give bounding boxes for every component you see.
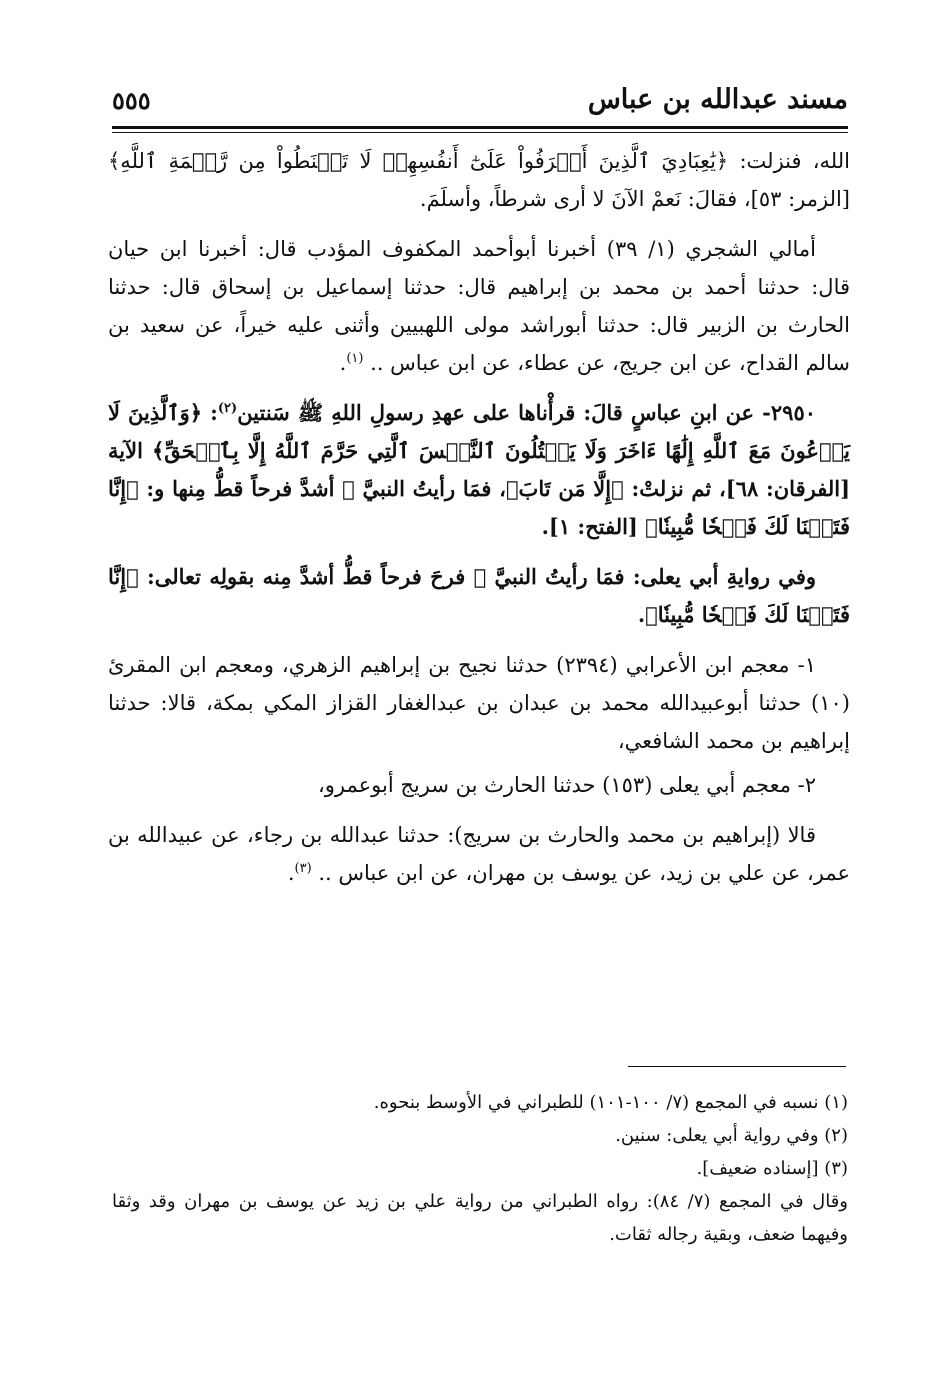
spacer [108, 634, 850, 646]
page-header [112, 84, 848, 124]
running-title: مسند عبدالله بن عباس [587, 84, 848, 115]
takhrij-2: ٢- معجم أبي يعلى (١٥٣) حدثنا الحارث بن سريج أبوعمرو، [317, 773, 816, 797]
footnote-marker-2: (٢) [217, 401, 238, 416]
spacer [108, 382, 850, 394]
paragraph-amali-shajari: أمالي الشجري (١/ ٣٩) أخبرنا أبوأحمد المكفوف المؤدب قال: أخبرنا ابن حيان قال: حدثنا أحمد بن محمد بن إبراهيم قال: حدثنا إسماعيل بن إسحاق قال: حدثنا الحارث بن الزبير قال: حدثنا أبوراشد مولى اللهبيين وأثنى عليه خيراً، عن سعيد بن سالم القداح، عن ابن جريج، عن عطاء، عن ابن عباس .. $^{(١)}$. [108, 237, 850, 375]
hadith-2950 [108, 394, 850, 546]
hadith-opening: ٢٩٥٠- عن ابنِ عباسٍ قالَ: قرأْناها على عهدِ رسولِ اللهِ ﷺ سَنتين [237, 400, 817, 425]
footnotes [112, 1086, 848, 1251]
footnote-marker-1: (١) [346, 351, 364, 366]
takhrij-1: ١- معجم ابن الأعرابي (٢٣٩٤) حدثنا نجيح بن إبراهيم الزهري، ومعجم ابن المقرئ (١٠) حدثنا أبوعبيدالله محمد بن عبدان بن عبدالغفار القزاز المكي بمكة، قالا: حدثنا إبراهيم بن محمد الشافعي، [108, 653, 850, 753]
footnote-marker-3: (٣) [294, 861, 312, 876]
footnote-3-continuation: وقال في المجمع (٧/ ٨٤): رواه الطبراني من رواية علي بن زيد عن يوسف بن مهران وقد وثقا وفيهما ضعف، وبقية رجاله ثقات. [112, 1191, 849, 1245]
footnote-3: (٣) [إسناده ضعيف]. [696, 1158, 848, 1179]
main-text [108, 142, 850, 892]
spacer [108, 546, 850, 558]
hadith-verses: : ﴿وَٱلَّذِينَ لَا يَدۡعُونَ مَعَ ٱللَّهِ إِلَٰهًا ءَاخَرَ وَلَا يَقۡتُلُونَ ٱلنَّفۡسَ ٱلَّتِي حَرَّمَ ٱللَّهُ إِلَّا بِٱلۡحَقِّ﴾ الآية [الفرقان: ٦٨]، ثم نزلتْ: ﴿إِلَّا مَن تَابَ﴾، فمَا رأيتُ النبيَّ ﷺ أشدَّ فرحاً قطُّ مِنها و: ﴿إِنَّا فَتَحۡنَا لَكَ فَتۡحٗا مُّبِينٗا﴾ [الفتح: ١]. [108, 400, 851, 539]
paragraph-abu-yala: وفي روايةِ أبي يعلى: فمَا رأيتُ النبيَّ ﷺ فرحَ فرحاً قطُّ أشدَّ مِنه بقولِه تعالى: ﴿إِنَّا فَتَحۡنَا لَكَ فَتۡحٗا مُّبِينٗا﴾. [108, 564, 850, 627]
header-rule-thick [112, 126, 848, 129]
spacer [108, 804, 850, 816]
paragraph-verse-zumar: الله، فنزلت: ﴿يَٰعِبَادِيَ ٱلَّذِينَ أَسۡرَفُواْ عَلَىٰٓ أَنفُسِهِمۡ لَا تَقۡنَطُواْ مِن رَّحۡمَةِ ٱللَّهِ﴾ [الزمر: ٥٣]، فقالَ: نَعمْ الآنَ لا أرى شرطاً، وأسلَمَ. [108, 149, 850, 211]
header-rule-thin [112, 132, 848, 133]
page-number: ٥٥٥ [112, 86, 151, 115]
paragraph-text: أمالي الشجري (١/ ٣٩) أخبرنا أبوأحمد المكفوف المؤدب قال: أخبرنا ابن حيان قال: حدثنا أحمد بن محمد بن إبراهيم قال: حدثنا إسماعيل بن إسحاق قال: حدثنا الحارث بن الزبير قال: حدثنا أبوراشد مولى اللهبيين وأثنى عليه خيراً، عن سعيد بن سالم القداح، عن ابن جريج، عن عطاء، عن ابن عباس .. [108, 237, 850, 375]
footnote-separator [628, 1066, 846, 1067]
spacer [108, 218, 850, 230]
paragraph-text: قالا (إبراهيم بن محمد والحارث بن سريج): حدثنا عبدالله بن رجاء، عن عبيدالله بن عمر، عن علي بن زيد، عن يوسف بن مهران، عن ابن عباس .. [108, 823, 850, 885]
footnote-1: (١) نسبه في المجمع (٧/ ١٠٠-١٠١) للطبراني في الأوسط بنحوه. [373, 1092, 848, 1113]
takhrij-common-chain: قالا (إبراهيم بن محمد والحارث بن سريج): حدثنا عبدالله بن رجاء، عن عبيدالله بن عمر، عن علي بن زيد، عن يوسف بن مهران، عن ابن عباس .. $^{(٣)}$. [108, 823, 850, 885]
footnote-2: (٢) وفي رواية أبي يعلى: سنين. [615, 1125, 848, 1146]
